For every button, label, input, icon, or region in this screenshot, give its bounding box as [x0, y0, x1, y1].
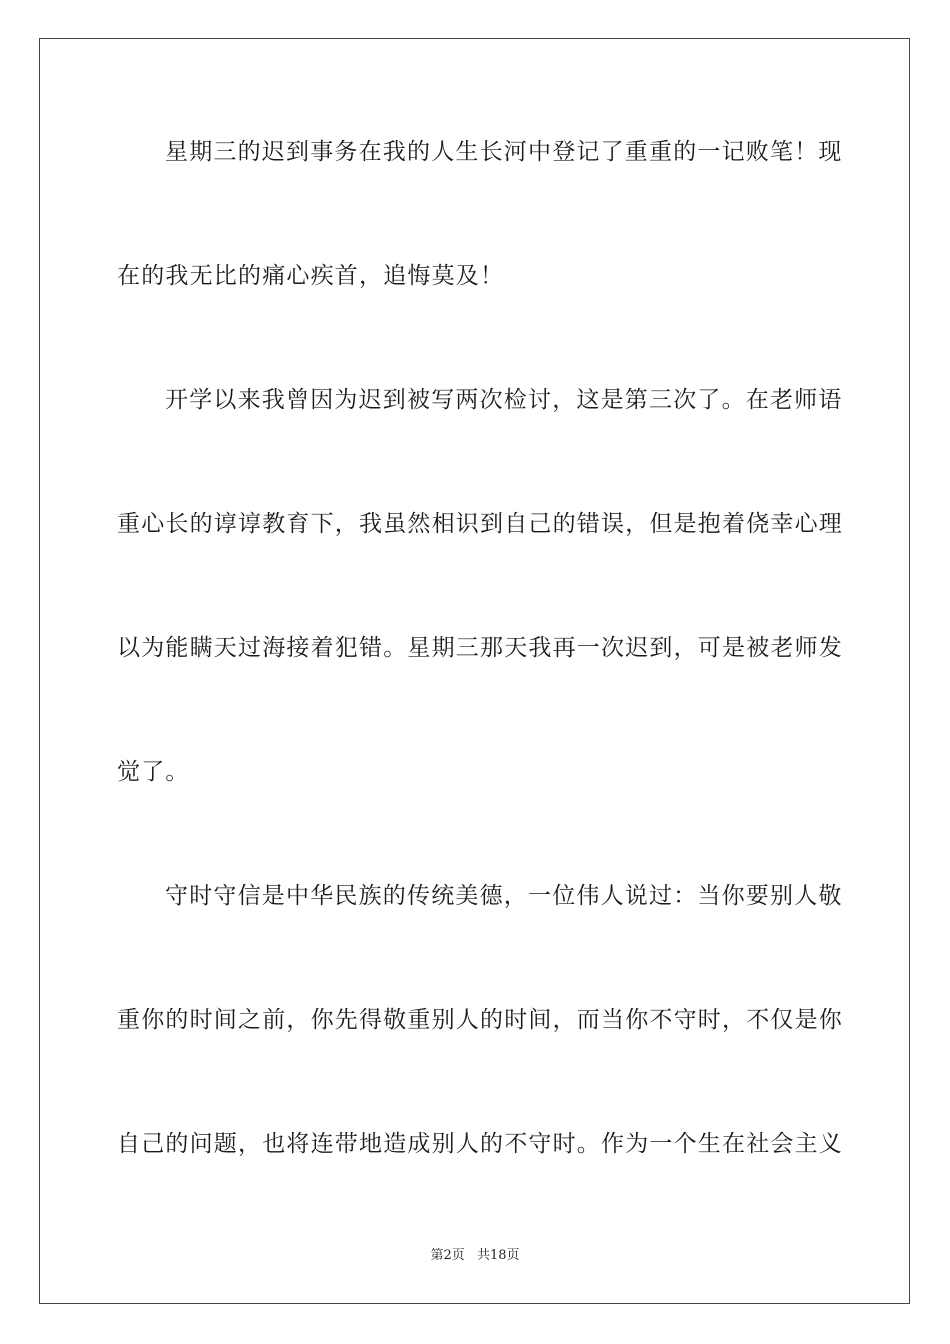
paragraph-1-line-2: 在的我无比的痛心疾首，追悔莫及！ [117, 263, 505, 289]
paragraph-2-line-4: 觉了。 [117, 759, 190, 785]
paragraph-3-line-2: 重你的时间之前，你先得敬重别人的时间，而当你不守时，不仅是你 [117, 1007, 843, 1033]
paragraph-2-line-2: 重心长的谆谆教育下，我虽然相识到自己的错误，但是抱着侥幸心理 [117, 511, 843, 537]
paragraph-3-line-3: 自己的问题，也将连带地造成别人的不守时。作为一个生在社会主义 [117, 1131, 843, 1157]
page-border [39, 38, 910, 1304]
paragraph-2-line-3: 以为能瞒天过海接着犯错。星期三那天我再一次迟到，可是被老师发 [117, 635, 843, 661]
page-total: 共18页 [476, 1248, 520, 1263]
paragraph-2-line-1: 开学以来我曾因为迟到被写两次检讨，这是第三次了。在老师语 [165, 387, 843, 413]
paragraph-3-line-1: 守时守信是中华民族的传统美德，一位伟人说过：当你要别人敬 [165, 883, 843, 909]
page-number: 第2页 [430, 1248, 465, 1263]
page-footer [0, 1247, 950, 1265]
paragraph-1-line-1: 星期三的迟到事务在我的人生长河中登记了重重的一记败笔！现 [165, 139, 843, 165]
